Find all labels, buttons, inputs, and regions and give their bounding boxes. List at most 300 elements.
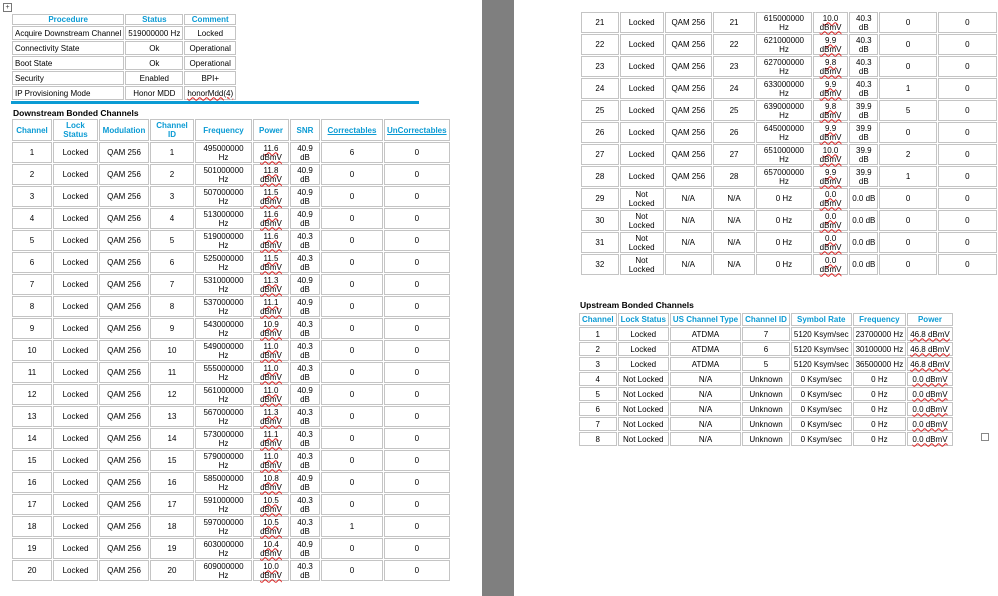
upstream-cell: ATDMA bbox=[670, 327, 741, 341]
downstream-cell: 25 bbox=[581, 100, 619, 121]
upstream-header-cell: Channel ID bbox=[742, 313, 790, 326]
downstream-cell: Locked bbox=[620, 100, 664, 121]
downstream-cell: 531000000 Hz bbox=[195, 274, 252, 295]
table-row bbox=[12, 296, 450, 317]
upstream-header-row bbox=[579, 313, 953, 326]
downstream-cell: Locked bbox=[620, 12, 664, 33]
downstream-cell: 0 bbox=[384, 142, 450, 163]
table-row bbox=[579, 372, 953, 386]
downstream-cell: 14 bbox=[150, 428, 194, 449]
upstream-cell: 0.0 dBmV bbox=[907, 417, 953, 431]
upstream-cell: ATDMA bbox=[670, 357, 741, 371]
downstream-cell: 11.0 dBmV bbox=[253, 384, 289, 405]
downstream-cell: QAM 256 bbox=[99, 318, 149, 339]
downstream-cell: 11.0 dBmV bbox=[253, 340, 289, 361]
downstream-cell: Locked bbox=[53, 494, 98, 515]
downstream-cell: Locked bbox=[620, 56, 664, 77]
downstream-cell: 0 bbox=[879, 34, 936, 55]
downstream-cell: 19 bbox=[150, 538, 194, 559]
downstream-cell: 507000000 Hz bbox=[195, 186, 252, 207]
downstream-cell: 0 Hz bbox=[756, 210, 812, 231]
upstream-cell: 46.8 dBmV bbox=[907, 357, 953, 371]
upstream-cell: 0 Ksym/sec bbox=[791, 432, 852, 446]
downstream-cell: 513000000 Hz bbox=[195, 208, 252, 229]
downstream-cell: 16 bbox=[150, 472, 194, 493]
table-row bbox=[12, 428, 450, 449]
downstream-header-cell: UnCorrectables bbox=[384, 119, 450, 141]
downstream-cell: 0 bbox=[384, 274, 450, 295]
downstream-cell: 11 bbox=[12, 362, 52, 383]
downstream-cell: 11.1 dBmV bbox=[253, 428, 289, 449]
downstream-cell: 0 bbox=[384, 560, 450, 581]
downstream-cell: 5 bbox=[150, 230, 194, 251]
downstream-cell: 9.9 dBmV bbox=[813, 34, 848, 55]
status-cell: Honor MDD bbox=[125, 86, 183, 100]
upstream-cell: 0.0 dBmV bbox=[907, 432, 953, 446]
downstream-cell: 651000000 Hz bbox=[756, 144, 812, 165]
downstream-cell: Locked bbox=[620, 122, 664, 143]
downstream-cell: 0 bbox=[384, 186, 450, 207]
status-table bbox=[11, 13, 237, 101]
downstream-cell: Locked bbox=[53, 164, 98, 185]
downstream-cell: QAM 256 bbox=[99, 252, 149, 273]
status-cell: Boot State bbox=[12, 56, 124, 70]
status-cell: Ok bbox=[125, 41, 183, 55]
downstream-cell: 22 bbox=[581, 34, 619, 55]
downstream-cell: Locked bbox=[53, 296, 98, 317]
downstream-cell: 0 bbox=[384, 252, 450, 273]
status-cell: Operational bbox=[184, 41, 236, 55]
upstream-cell: 30100000 Hz bbox=[853, 342, 907, 356]
upstream-header-cell: Lock Status bbox=[618, 313, 669, 326]
downstream-cell: Locked bbox=[620, 166, 664, 187]
downstream-cell: QAM 256 bbox=[99, 186, 149, 207]
downstream-cell: 40.3 dB bbox=[290, 406, 320, 427]
table-row bbox=[12, 318, 450, 339]
downstream-cell: 11.3 dBmV bbox=[253, 274, 289, 295]
upstream-cell: 2 bbox=[579, 342, 617, 356]
downstream-cell: 32 bbox=[581, 254, 619, 275]
downstream-cell: N/A bbox=[713, 232, 755, 253]
section-divider bbox=[11, 101, 419, 104]
upstream-cell: Unknown bbox=[742, 432, 790, 446]
downstream-cell: 0 bbox=[384, 428, 450, 449]
downstream-cell: Locked bbox=[53, 450, 98, 471]
status-cell: IP Provisioning Mode bbox=[12, 86, 124, 100]
downstream-cell: 13 bbox=[150, 406, 194, 427]
downstream-cell: 0.0 dBmV bbox=[813, 188, 848, 209]
downstream-cell: 16 bbox=[12, 472, 52, 493]
downstream-header-cell: Power bbox=[253, 119, 289, 141]
downstream-cell: 17 bbox=[150, 494, 194, 515]
downstream-cell: 11.8 dBmV bbox=[253, 164, 289, 185]
upstream-cell: 3 bbox=[579, 357, 617, 371]
downstream-cell: 0 bbox=[938, 210, 997, 231]
downstream-cell: 537000000 Hz bbox=[195, 296, 252, 317]
upstream-cell: 0 Hz bbox=[853, 417, 907, 431]
downstream-cell: 9.8 dBmV bbox=[813, 100, 848, 121]
downstream-cell: 2 bbox=[150, 164, 194, 185]
downstream-cell: 621000000 Hz bbox=[756, 34, 812, 55]
status-cell: Connectivity State bbox=[12, 41, 124, 55]
downstream-cell: 525000000 Hz bbox=[195, 252, 252, 273]
table-row bbox=[12, 384, 450, 405]
downstream-cell: QAM 256 bbox=[99, 538, 149, 559]
upstream-cell: Unknown bbox=[742, 372, 790, 386]
upstream-cell: 5 bbox=[742, 357, 790, 371]
table-row bbox=[581, 210, 997, 231]
table-row bbox=[12, 56, 236, 70]
status-cell: Ok bbox=[125, 56, 183, 70]
downstream-cell: 23 bbox=[581, 56, 619, 77]
downstream-cell: 0.0 dB bbox=[849, 254, 878, 275]
upstream-cell: N/A bbox=[670, 432, 741, 446]
upstream-cell: 0 Hz bbox=[853, 387, 907, 401]
downstream-cell: 14 bbox=[12, 428, 52, 449]
document-page-left bbox=[0, 0, 482, 596]
table-row bbox=[12, 538, 450, 559]
downstream-cell: 0 bbox=[321, 560, 383, 581]
downstream-cell: 40.3 dB bbox=[290, 494, 320, 515]
downstream-cell: 501000000 Hz bbox=[195, 164, 252, 185]
status-cell: Operational bbox=[184, 56, 236, 70]
upstream-cell: N/A bbox=[670, 387, 741, 401]
downstream-cell: 0.0 dBmV bbox=[813, 232, 848, 253]
downstream-cell: 0.0 dBmV bbox=[813, 254, 848, 275]
downstream-cell: 11.1 dBmV bbox=[253, 296, 289, 317]
table-row bbox=[12, 252, 450, 273]
downstream-cell: 40.3 dB bbox=[290, 362, 320, 383]
downstream-header-cell: Correctables bbox=[321, 119, 383, 141]
upstream-cell: 5120 Ksym/sec bbox=[791, 327, 852, 341]
downstream-cell: 10.5 dBmV bbox=[253, 516, 289, 537]
table-row bbox=[12, 26, 236, 40]
downstream-cell: 40.3 dB bbox=[290, 516, 320, 537]
table-row bbox=[12, 450, 450, 471]
downstream-cell: Not Locked bbox=[620, 254, 664, 275]
downstream-cell: 11.5 dBmV bbox=[253, 186, 289, 207]
downstream-cell: 0 bbox=[384, 450, 450, 471]
downstream-cell: 0 bbox=[879, 232, 936, 253]
downstream-cell: 555000000 Hz bbox=[195, 362, 252, 383]
table-row bbox=[581, 254, 997, 275]
downstream-cell: 31 bbox=[581, 232, 619, 253]
downstream-cell: 4 bbox=[12, 208, 52, 229]
table-row bbox=[12, 406, 450, 427]
downstream-cell: 18 bbox=[150, 516, 194, 537]
downstream-header-cell: Frequency bbox=[195, 119, 252, 141]
table-row bbox=[579, 402, 953, 416]
downstream-table-continued bbox=[580, 11, 998, 276]
downstream-cell: QAM 256 bbox=[665, 78, 713, 99]
downstream-cell: 10 bbox=[150, 340, 194, 361]
downstream-cell: QAM 256 bbox=[665, 100, 713, 121]
upstream-cell: Locked bbox=[618, 327, 669, 341]
upstream-cell: Not Locked bbox=[618, 372, 669, 386]
downstream-cell: 10.8 dBmV bbox=[253, 472, 289, 493]
upstream-header-cell: Frequency bbox=[853, 313, 907, 326]
downstream-cell: 519000000 Hz bbox=[195, 230, 252, 251]
upstream-cell: N/A bbox=[670, 417, 741, 431]
downstream-cell: 40.9 dB bbox=[290, 186, 320, 207]
downstream-cell: 28 bbox=[713, 166, 755, 187]
downstream-cell: 11 bbox=[150, 362, 194, 383]
upstream-cell: 0 Ksym/sec bbox=[791, 387, 852, 401]
downstream-cell: 40.9 dB bbox=[290, 538, 320, 559]
downstream-cell: N/A bbox=[665, 210, 713, 231]
table-row bbox=[12, 472, 450, 493]
downstream-cell: Locked bbox=[53, 516, 98, 537]
downstream-cell: 40.3 dB bbox=[849, 78, 878, 99]
upstream-cell: 8 bbox=[579, 432, 617, 446]
upstream-cell: 0 Ksym/sec bbox=[791, 417, 852, 431]
status-cell: BPI+ bbox=[184, 71, 236, 85]
downstream-cell: 40.9 dB bbox=[290, 142, 320, 163]
downstream-cell: 0 Hz bbox=[756, 188, 812, 209]
table-row bbox=[12, 494, 450, 515]
downstream-cell: 11.0 dBmV bbox=[253, 362, 289, 383]
downstream-cell: 11.0 dBmV bbox=[253, 450, 289, 471]
table-row bbox=[581, 232, 997, 253]
downstream-cell: 1 bbox=[150, 142, 194, 163]
downstream-cell: 9 bbox=[150, 318, 194, 339]
downstream-cell: 11.6 dBmV bbox=[253, 230, 289, 251]
downstream-cell: 615000000 Hz bbox=[756, 12, 812, 33]
downstream-cell: 12 bbox=[150, 384, 194, 405]
upstream-cell: 0.0 dBmV bbox=[907, 372, 953, 386]
downstream-cell: 495000000 Hz bbox=[195, 142, 252, 163]
downstream-cell: 0 bbox=[384, 538, 450, 559]
downstream-cell: 639000000 Hz bbox=[756, 100, 812, 121]
downstream-cell: 0 Hz bbox=[756, 232, 812, 253]
table-row bbox=[581, 78, 997, 99]
downstream-cell: 0 bbox=[384, 406, 450, 427]
downstream-cell: Locked bbox=[53, 252, 98, 273]
downstream-cell: 0 bbox=[321, 472, 383, 493]
downstream-cell: QAM 256 bbox=[99, 142, 149, 163]
downstream-cell: 27 bbox=[581, 144, 619, 165]
upstream-cell: 36500000 Hz bbox=[853, 357, 907, 371]
downstream-cell: 0 bbox=[321, 406, 383, 427]
downstream-cell: 24 bbox=[581, 78, 619, 99]
downstream-cell: 9.9 dBmV bbox=[813, 122, 848, 143]
downstream-cell: 40.9 dB bbox=[290, 296, 320, 317]
table-row bbox=[12, 71, 236, 85]
table-row bbox=[581, 34, 997, 55]
downstream-cell: 0 bbox=[321, 428, 383, 449]
downstream-cell: QAM 256 bbox=[99, 384, 149, 405]
downstream-cell: 0 bbox=[938, 166, 997, 187]
upstream-cell: Locked bbox=[618, 342, 669, 356]
downstream-cell: 549000000 Hz bbox=[195, 340, 252, 361]
upstream-cell: 23700000 Hz bbox=[853, 327, 907, 341]
downstream-cell: 10.4 dBmV bbox=[253, 538, 289, 559]
downstream-cell: 21 bbox=[713, 12, 755, 33]
downstream-cell: 0 bbox=[384, 164, 450, 185]
downstream-cell: 9 bbox=[12, 318, 52, 339]
downstream-title: Downstream Bonded Channels bbox=[13, 108, 139, 118]
downstream-cell: 40.3 dB bbox=[849, 56, 878, 77]
downstream-cell: QAM 256 bbox=[99, 406, 149, 427]
downstream-cell: 609000000 Hz bbox=[195, 560, 252, 581]
downstream-cell: QAM 256 bbox=[99, 230, 149, 251]
upstream-cell: 1 bbox=[579, 327, 617, 341]
table-row bbox=[12, 340, 450, 361]
downstream-cell: 26 bbox=[581, 122, 619, 143]
downstream-cell: 11.6 dBmV bbox=[253, 208, 289, 229]
downstream-cell: 25 bbox=[713, 100, 755, 121]
table-row bbox=[579, 342, 953, 356]
downstream-cell: QAM 256 bbox=[99, 560, 149, 581]
table-resize-handle-icon[interactable] bbox=[981, 433, 989, 441]
downstream-cell: 0 bbox=[384, 318, 450, 339]
upstream-cell: Not Locked bbox=[618, 432, 669, 446]
downstream-cell: 20 bbox=[12, 560, 52, 581]
upstream-cell: N/A bbox=[670, 372, 741, 386]
downstream-cell: 40.3 dB bbox=[290, 252, 320, 273]
downstream-cell: 0 bbox=[938, 122, 997, 143]
table-row bbox=[579, 387, 953, 401]
downstream-cell: 0 bbox=[321, 362, 383, 383]
table-row bbox=[579, 432, 953, 446]
downstream-cell: 0 bbox=[321, 164, 383, 185]
downstream-cell: N/A bbox=[665, 188, 713, 209]
table-row bbox=[579, 417, 953, 431]
table-row bbox=[581, 188, 997, 209]
status-cell: Locked bbox=[184, 26, 236, 40]
downstream-cell: 0 bbox=[384, 472, 450, 493]
downstream-cell: 561000000 Hz bbox=[195, 384, 252, 405]
downstream-cell: 645000000 Hz bbox=[756, 122, 812, 143]
downstream-cell: 10.0 dBmV bbox=[253, 560, 289, 581]
downstream-cell: 10.9 dBmV bbox=[253, 318, 289, 339]
downstream-cell: N/A bbox=[713, 188, 755, 209]
downstream-cell: 1 bbox=[879, 78, 936, 99]
status-header-row bbox=[12, 14, 236, 25]
downstream-cell: Locked bbox=[53, 428, 98, 449]
downstream-cell: 0 bbox=[938, 254, 997, 275]
table-row bbox=[581, 12, 997, 33]
downstream-cell: 10.5 dBmV bbox=[253, 494, 289, 515]
status-cell: Acquire Downstream Channel bbox=[12, 26, 124, 40]
status-cell: Enabled bbox=[125, 71, 183, 85]
downstream-cell: 0 Hz bbox=[756, 254, 812, 275]
downstream-cell: 20 bbox=[150, 560, 194, 581]
downstream-cell: 28 bbox=[581, 166, 619, 187]
upstream-cell: 0.0 dBmV bbox=[907, 402, 953, 416]
downstream-header-cell: Modulation bbox=[99, 119, 149, 141]
downstream-cell: Locked bbox=[53, 208, 98, 229]
downstream-cell: 0 bbox=[321, 450, 383, 471]
downstream-cell: 0 bbox=[384, 362, 450, 383]
downstream-cell: 0 bbox=[938, 144, 997, 165]
table-row bbox=[12, 41, 236, 55]
downstream-cell: 24 bbox=[713, 78, 755, 99]
downstream-cell: 29 bbox=[581, 188, 619, 209]
downstream-cell: 13 bbox=[12, 406, 52, 427]
downstream-cell: 2 bbox=[12, 164, 52, 185]
upstream-cell: Unknown bbox=[742, 402, 790, 416]
table-row bbox=[12, 186, 450, 207]
downstream-header-cell: Lock Status bbox=[53, 119, 98, 141]
downstream-cell: 579000000 Hz bbox=[195, 450, 252, 471]
downstream-cell: 27 bbox=[713, 144, 755, 165]
table-row bbox=[12, 230, 450, 251]
downstream-cell: 40.3 dB bbox=[290, 560, 320, 581]
upstream-cell: Unknown bbox=[742, 417, 790, 431]
upstream-cell: 6 bbox=[579, 402, 617, 416]
downstream-cell: 0 bbox=[384, 230, 450, 251]
downstream-cell: N/A bbox=[713, 254, 755, 275]
upstream-header-cell: US Channel Type bbox=[670, 313, 741, 326]
table-move-handle-icon[interactable]: + bbox=[3, 3, 12, 12]
downstream-cell: 567000000 Hz bbox=[195, 406, 252, 427]
downstream-cell: 10.0 dBmV bbox=[813, 12, 848, 33]
table-row bbox=[581, 100, 997, 121]
status-header-cell: Comment bbox=[184, 14, 236, 25]
downstream-cell: 0 bbox=[938, 78, 997, 99]
downstream-cell: 591000000 Hz bbox=[195, 494, 252, 515]
downstream-cell: 40.9 dB bbox=[290, 164, 320, 185]
downstream-cell: Not Locked bbox=[620, 232, 664, 253]
downstream-cell: 0 bbox=[321, 186, 383, 207]
downstream-cell: 0 bbox=[879, 254, 936, 275]
downstream-cell: QAM 256 bbox=[99, 208, 149, 229]
downstream-cell: 8 bbox=[12, 296, 52, 317]
downstream-cell: 11.3 dBmV bbox=[253, 406, 289, 427]
downstream-cell: 657000000 Hz bbox=[756, 166, 812, 187]
downstream-cell: 5 bbox=[12, 230, 52, 251]
upstream-cell: 0 Ksym/sec bbox=[791, 372, 852, 386]
downstream-cell: 15 bbox=[12, 450, 52, 471]
table-row bbox=[581, 166, 997, 187]
downstream-cell: 0 bbox=[879, 56, 936, 77]
upstream-cell: 46.8 dBmV bbox=[907, 327, 953, 341]
downstream-cell: QAM 256 bbox=[99, 494, 149, 515]
downstream-cell: 0 bbox=[321, 274, 383, 295]
table-row bbox=[581, 56, 997, 77]
downstream-cell: QAM 256 bbox=[99, 362, 149, 383]
downstream-cell: QAM 256 bbox=[99, 428, 149, 449]
downstream-cell: QAM 256 bbox=[99, 340, 149, 361]
upstream-cell: 0 Hz bbox=[853, 432, 907, 446]
downstream-cell: 0 bbox=[384, 516, 450, 537]
downstream-cell: 9.9 dBmV bbox=[813, 166, 848, 187]
downstream-cell: QAM 256 bbox=[99, 516, 149, 537]
downstream-cell: 6 bbox=[150, 252, 194, 273]
downstream-cell: 4 bbox=[150, 208, 194, 229]
upstream-header-cell: Channel bbox=[579, 313, 617, 326]
downstream-cell: Locked bbox=[53, 186, 98, 207]
downstream-cell: Locked bbox=[53, 340, 98, 361]
downstream-cell: 627000000 Hz bbox=[756, 56, 812, 77]
downstream-cell: 0 bbox=[938, 100, 997, 121]
table-row bbox=[12, 516, 450, 537]
downstream-cell: 18 bbox=[12, 516, 52, 537]
upstream-header-cell: Power bbox=[907, 313, 953, 326]
downstream-cell: 0.0 dB bbox=[849, 210, 878, 231]
downstream-cell: 0 bbox=[879, 122, 936, 143]
upstream-cell: Unknown bbox=[742, 387, 790, 401]
downstream-cell: 0 bbox=[384, 296, 450, 317]
downstream-cell: 543000000 Hz bbox=[195, 318, 252, 339]
downstream-cell: QAM 256 bbox=[665, 144, 713, 165]
table-row bbox=[12, 142, 450, 163]
table-row bbox=[12, 362, 450, 383]
downstream-cell: 23 bbox=[713, 56, 755, 77]
upstream-cell: Not Locked bbox=[618, 402, 669, 416]
downstream-cell: 26 bbox=[713, 122, 755, 143]
